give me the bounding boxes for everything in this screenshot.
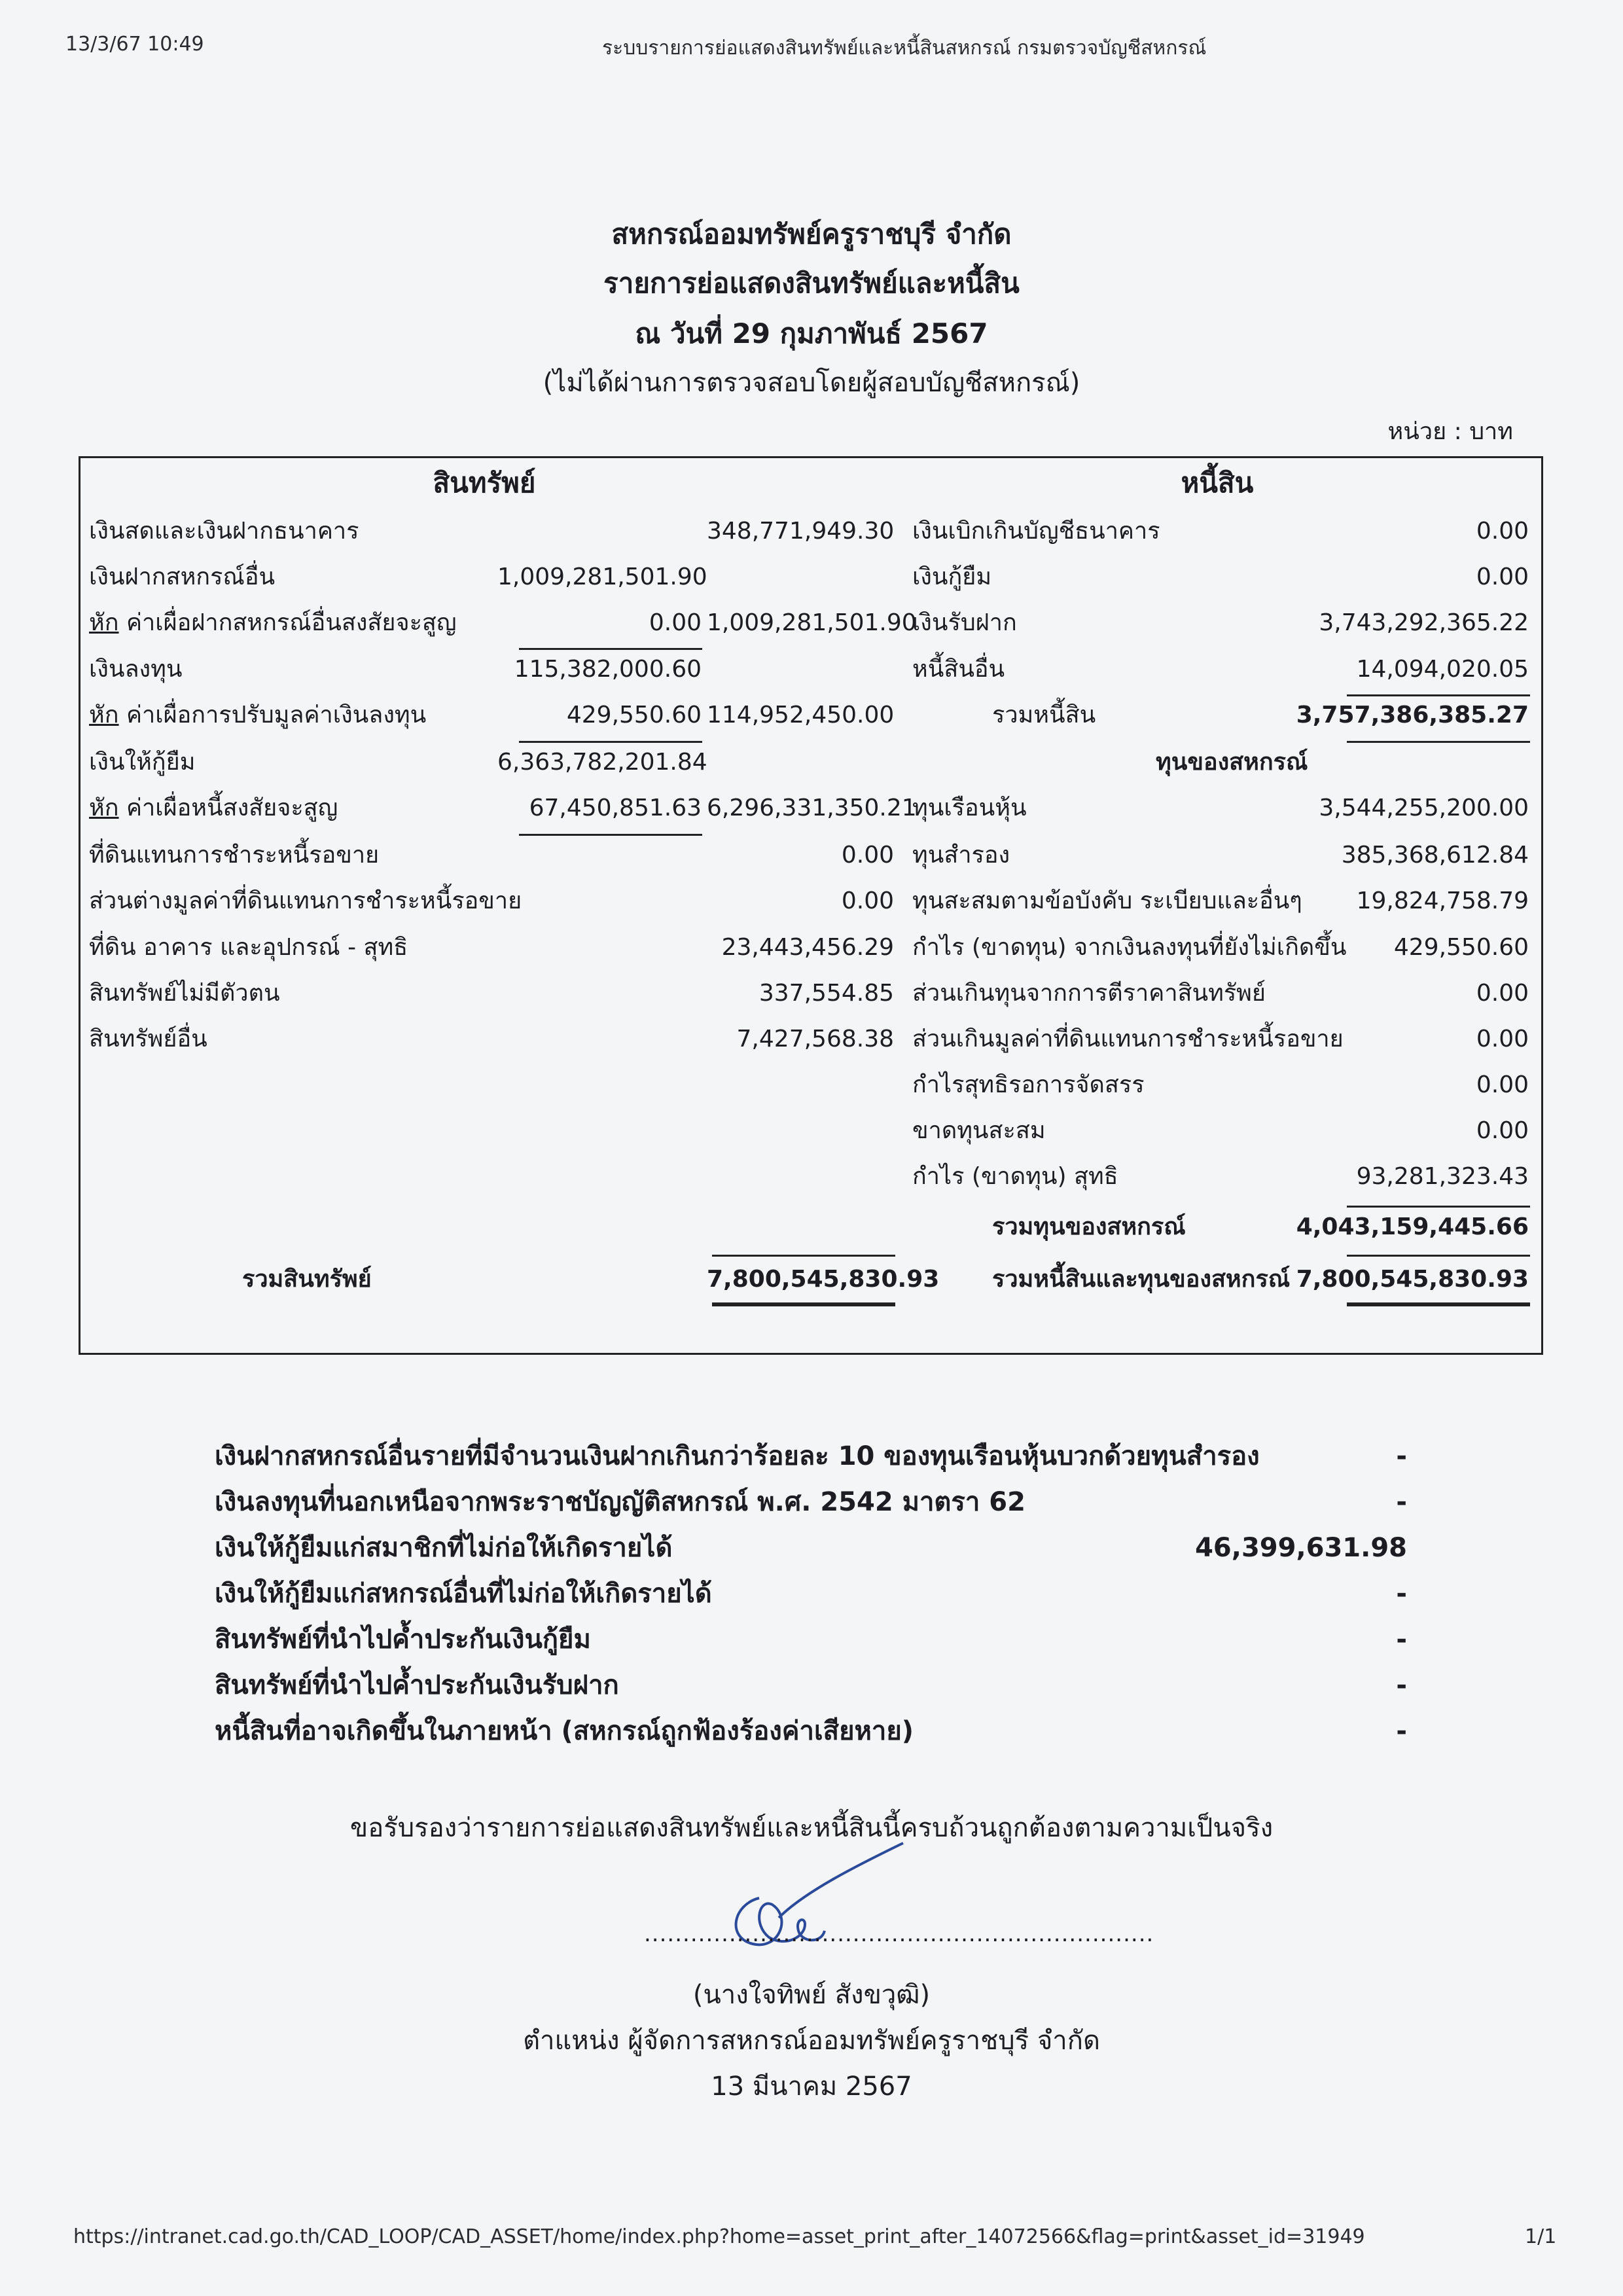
asset-total: 23,443,456.29 — [721, 934, 894, 961]
equity-total-value: 4,043,159,445.66 — [1296, 1213, 1529, 1240]
asset-label: สินทรัพย์ไม่มีตัวตน — [89, 980, 280, 1007]
equity-value: 0.00 — [1476, 1117, 1529, 1144]
equity-label: ทุนเรือนหุ้น — [912, 795, 1027, 821]
equity-value: 0.00 — [1476, 1071, 1529, 1098]
equity-value: 19,824,758.79 — [1356, 888, 1529, 914]
asset-total: 114,952,450.00 — [707, 702, 895, 728]
asset-sub: 0.00 — [649, 609, 702, 636]
liability-label: เงินกู้ยืม — [912, 564, 992, 590]
system-title: ระบบรายการย่อแสดงสินทรัพย์และหนี้สินสหกรณ์ กรมตรวจบัญชีสหกรณ์ — [602, 37, 1207, 60]
liability-value: 0.00 — [1476, 564, 1529, 590]
disclosure-label: เงินให้กู้ยืมแก่สมาชิกที่ไม่ก่อให้เกิดรายได้ — [215, 1533, 673, 1563]
disclosure-label: เงินฝากสหกรณ์อื่นรายที่มีจำนวนเงินฝากเกินกว่าร้อยละ 10 ของทุนเรือนหุ้นบวกด้วยทุนสำรอง — [215, 1441, 1260, 1471]
report-title: รายการย่อแสดงสินทรัพย์และหนี้สิน — [603, 267, 1020, 299]
liabilities-heading: หนี้สิน — [1181, 467, 1254, 499]
liability-value: 3,743,292,365.22 — [1319, 609, 1529, 636]
certification-statement: ขอรับรองว่ารายการย่อแสดงสินทรัพย์และหนี้สินนี้ครบถ้วนถูกต้องตามความเป็นจริง — [349, 1813, 1274, 1843]
less-prefix: หัก — [89, 795, 119, 821]
print-datetime: 13/3/67 10:49 — [65, 33, 204, 56]
asset-label: เงินสดและเงินฝากธนาคาร — [89, 518, 359, 545]
equity-value: 0.00 — [1476, 980, 1529, 1007]
equity-label: กำไร (ขาดทุน) จากเงินลงทุนที่ยังไม่เกิดขึ้น — [912, 934, 1347, 961]
equity-value: 429,550.60 — [1393, 934, 1529, 961]
liabilities-total-value: 3,757,386,385.27 — [1296, 702, 1529, 728]
asset-sub: 6,363,782,201.84 — [497, 749, 707, 776]
certification-date: 13 มีนาคม 2567 — [711, 2072, 912, 2102]
coop-name: สหกรณ์ออมทรัพย์ครูราชบุรี จำกัด — [611, 218, 1012, 250]
page-number: 1/1 — [1525, 2225, 1557, 2248]
signatory-name: (นางใจทิพย์ สังขวุฒิ) — [692, 1980, 931, 2010]
asset-label: เงินลงทุน — [89, 656, 183, 683]
asset-total: 1,009,281,501.90 — [707, 609, 917, 636]
asset-label: ที่ดิน อาคาร และอุปกรณ์ - สุทธิ — [89, 934, 408, 961]
equity-label: ขาดทุนสะสม — [912, 1117, 1046, 1144]
disclosure-value: - — [1396, 1624, 1407, 1655]
asset-total: 337,554.85 — [758, 980, 894, 1007]
equity-label: กำไรสุทธิรอการจัดสรร — [912, 1071, 1145, 1098]
assets-heading: สินทรัพย์ — [433, 467, 536, 499]
asset-sub: 1,009,281,501.90 — [497, 564, 707, 590]
disclosure-label: หนี้สินที่อาจเกิดขึ้นในภายหน้า (สหกรณ์ถูกฟ้องร้องค่าเสียหาย) — [215, 1716, 914, 1746]
asset-sub: 115,382,000.60 — [514, 656, 702, 683]
asset-sub: 67,450,851.63 — [529, 795, 702, 821]
subtotal-rule — [519, 834, 702, 836]
report-date: ณ วันที่ 29 กุมภาพันธ์ 2567 — [635, 317, 988, 350]
asset-sub: 429,550.60 — [566, 702, 702, 728]
assets-total-label: รวมสินทรัพย์ — [242, 1266, 372, 1293]
disclosure-value: - — [1396, 1441, 1407, 1471]
unit-label: หน่วย : บาท — [1387, 418, 1513, 445]
disclosure-value: - — [1396, 1579, 1407, 1609]
equity-heading: ทุนของสหกรณ์ — [1156, 749, 1308, 776]
liabilities-total-label: รวมหนี้สิน — [992, 702, 1096, 728]
grand-total-value: 7,800,545,830.93 — [1296, 1266, 1529, 1293]
asset-total: 0.00 — [841, 888, 894, 914]
asset-label: หัก ค่าเผื่อการปรับมูลค่าเงินลงทุน — [89, 702, 427, 728]
assets-double-rule — [712, 1302, 895, 1306]
less-prefix: หัก — [89, 702, 119, 728]
asset-label: หัก ค่าเผื่อหนี้สงสัยจะสูญ — [89, 795, 338, 821]
grand-total-rule — [1347, 1255, 1530, 1257]
equity-label: ทุนสะสมตามข้อบังคับ ระเบียบและอื่นๆ — [912, 888, 1302, 914]
audit-note: (ไม่ได้ผ่านการตรวจสอบโดยผู้สอบบัญชีสหกรณ์) — [543, 368, 1080, 398]
liability-label: หนี้สินอื่น — [912, 656, 1005, 683]
asset-total: 7,427,568.38 — [736, 1026, 894, 1052]
asset-label: เงินให้กู้ยืม — [89, 749, 196, 776]
disclosure-label: เงินให้กู้ยืมแก่สหกรณ์อื่นที่ไม่ก่อให้เกิดรายได้ — [215, 1579, 712, 1609]
equity-value: 93,281,323.43 — [1356, 1163, 1529, 1190]
asset-total: 6,296,331,350.21 — [707, 795, 917, 821]
asset-label: สินทรัพย์อื่น — [89, 1026, 207, 1052]
disclosure-value: - — [1396, 1716, 1407, 1746]
equity-label: ส่วนเกินมูลค่าที่ดินแทนการชำระหนี้รอขาย — [912, 1026, 1344, 1052]
grand-total-label: รวมหนี้สินและทุนของสหกรณ์ — [992, 1266, 1291, 1293]
liabilities-underline — [1347, 741, 1530, 743]
signatory-position: ตำแหน่ง ผู้จัดการสหกรณ์ออมทรัพย์ครูราชบุรี จำกัด — [523, 2026, 1100, 2056]
signature-dots: .................................................................. — [644, 1921, 1154, 1947]
equity-label: ทุนสำรอง — [912, 842, 1010, 869]
disclosure-value: - — [1396, 1487, 1407, 1517]
assets-total-value: 7,800,545,830.93 — [707, 1266, 940, 1293]
disclosure-label: สินทรัพย์ที่นำไปค้ำประกันเงินรับฝาก — [215, 1670, 619, 1700]
disclosure-label: เงินลงทุนที่นอกเหนือจากพระราชบัญญัติสหกรณ์ พ.ศ. 2542 มาตรา 62 — [215, 1487, 1026, 1517]
liability-value: 14,094,020.05 — [1356, 656, 1529, 683]
asset-label: หัก ค่าเผื่อฝากสหกรณ์อื่นสงสัยจะสูญ — [89, 609, 457, 636]
equity-value: 0.00 — [1476, 1026, 1529, 1052]
less-prefix: หัก — [89, 609, 119, 636]
asset-label: เงินฝากสหกรณ์อื่น — [89, 564, 276, 590]
assets-total-rule — [712, 1255, 895, 1257]
liability-value: 0.00 — [1476, 518, 1529, 545]
liability-label: เงินเบิกเกินบัญชีธนาคาร — [912, 518, 1160, 545]
equity-label: กำไร (ขาดทุน) สุทธิ — [912, 1163, 1118, 1190]
asset-label: ที่ดินแทนการชำระหนี้รอขาย — [89, 842, 380, 869]
asset-total: 0.00 — [841, 842, 894, 869]
disclosure-label: สินทรัพย์ที่นำไปค้ำประกันเงินกู้ยืม — [215, 1624, 591, 1655]
liability-label: เงินรับฝาก — [912, 609, 1017, 636]
asset-total: 348,771,949.30 — [707, 518, 895, 545]
grand-double-rule — [1347, 1302, 1530, 1306]
disclosure-value: 46,399,631.98 — [1195, 1533, 1407, 1563]
equity-value: 3,544,255,200.00 — [1319, 795, 1529, 821]
footer-url: https://intranet.cad.go.th/CAD_LOOP/CAD_ASSET/home/index.php?home=asset_print_after_14072566&flag=print&asset_id=31949 — [73, 2225, 1365, 2248]
disclosure-value: - — [1396, 1670, 1407, 1700]
equity-total-label: รวมทุนของสหกรณ์ — [992, 1213, 1186, 1240]
equity-value: 385,368,612.84 — [1341, 842, 1529, 869]
equity-label: ส่วนเกินทุนจากการตีราคาสินทรัพย์ — [912, 980, 1266, 1007]
asset-label: ส่วนต่างมูลค่าที่ดินแทนการชำระหนี้รอขาย — [89, 888, 522, 914]
